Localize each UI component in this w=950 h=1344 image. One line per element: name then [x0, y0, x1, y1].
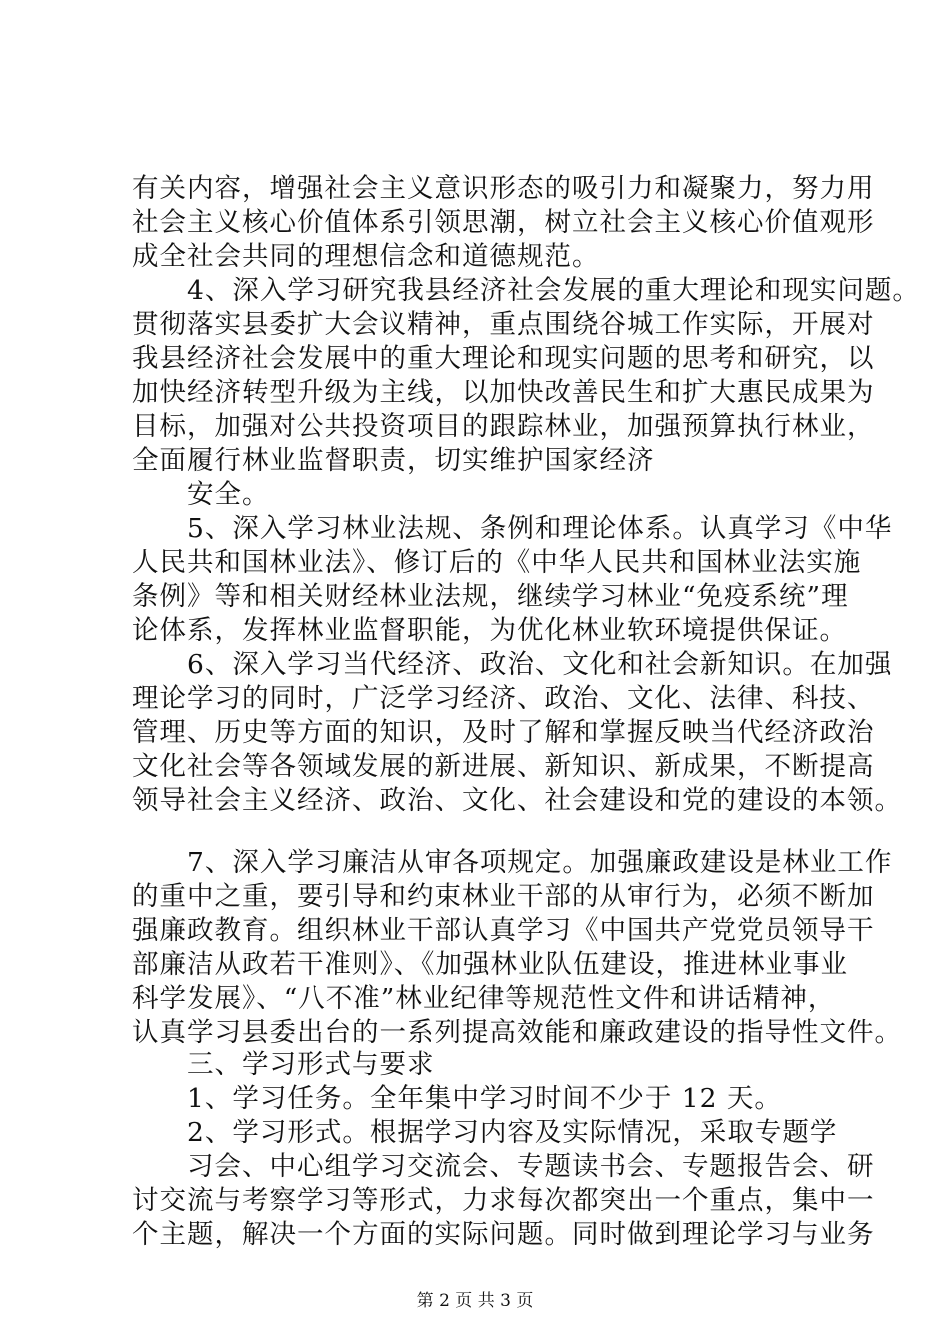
- page-number: 第 2 页 共 3 页: [416, 1291, 534, 1311]
- text-line: 认真学习县委出台的一系列提高效能和廉政建设的指导性文件。: [132, 1017, 902, 1048]
- text-line: 文化社会等各领域发展的新进展、新知识、新成果，不断提高: [132, 751, 875, 782]
- text-line: 7、深入学习廉洁从审各项规定。加强廉政建设是林业工作: [132, 847, 893, 878]
- text-line: 5、深入学习林业法规、条例和理论体系。认真学习《中华: [132, 513, 893, 544]
- text-line: 4、深入学习研究我县经济社会发展的重大理论和现实问题。: [132, 275, 920, 306]
- text-line: 个主题，解决一个方面的实际问题。同时做到理论学习与业务: [132, 1219, 875, 1250]
- text-line: 论体系，发挥林业监督职能，为优化林业软环境提供保证。: [132, 615, 847, 646]
- text-line: 部廉洁从政若干准则》、《加强林业队伍建设，推进林业事业: [132, 949, 848, 980]
- text-line: 安全。: [132, 479, 270, 510]
- text-line: 成全社会共同的理想信念和道德规范。: [132, 241, 600, 272]
- text-line: 条例》等和相关财经林业法规，继续学习林业“免疫系统”理: [132, 581, 849, 612]
- text-line: 我县经济社会发展中的重大理论和现实问题的思考和研究，以: [132, 343, 875, 374]
- text-line: 理论学习的同时，广泛学习经济、政治、文化、法律、科技、: [132, 683, 875, 714]
- text-line: 2、学习形式。根据学习内容及实际情况，采取专题学: [132, 1117, 838, 1148]
- text-line: 科学发展》、“八不准”林业纪律等规范性文件和讲话精神，: [132, 983, 836, 1014]
- text-line: 1、学习任务。全年集中学习时间不少于 12 天。: [132, 1083, 782, 1114]
- text-line: 领导社会主义经济、政治、文化、社会建设和党的建设的本领。: [132, 785, 902, 816]
- text-line: 目标，加强对公共投资项目的跟踪林业，加强预算执行林业，: [132, 411, 875, 442]
- text-line: 加快经济转型升级为主线，以加快改善民生和扩大惠民成果为: [132, 377, 875, 408]
- section-heading: 三、学习形式与要求: [132, 1049, 435, 1080]
- text-line: 习会、中心组学习交流会、专题读书会、专题报告会、研: [132, 1151, 875, 1182]
- text-line: 6、深入学习当代经济、政治、文化和社会新知识。在加强: [132, 649, 893, 680]
- text-line: 的重中之重，要引导和约束林业干部的从审行为，必须不断加: [132, 881, 875, 912]
- text-line: 有关内容，增强社会主义意识形态的吸引力和凝聚力，努力用: [132, 173, 875, 204]
- text-line: 人民共和国林业法》、修订后的《中华人民共和国林业法实施: [132, 547, 862, 578]
- text-line: 强廉政教育。组织林业干部认真学习《中国共产党党员领导干: [132, 915, 875, 946]
- text-line: 讨交流与考察学习等形式，力求每次都突出一个重点，集中一: [132, 1185, 875, 1216]
- text-line: 全面履行林业监督职责，切实维护国家经济: [132, 445, 655, 476]
- text-line: 管理、历史等方面的知识，及时了解和掌握反映当代经济政治: [132, 717, 875, 748]
- text-line: 贯彻落实县委扩大会议精神，重点围绕谷城工作实际，开展对: [132, 309, 875, 340]
- text-line: 社会主义核心价值体系引领思潮，树立社会主义核心价值观形: [132, 207, 875, 238]
